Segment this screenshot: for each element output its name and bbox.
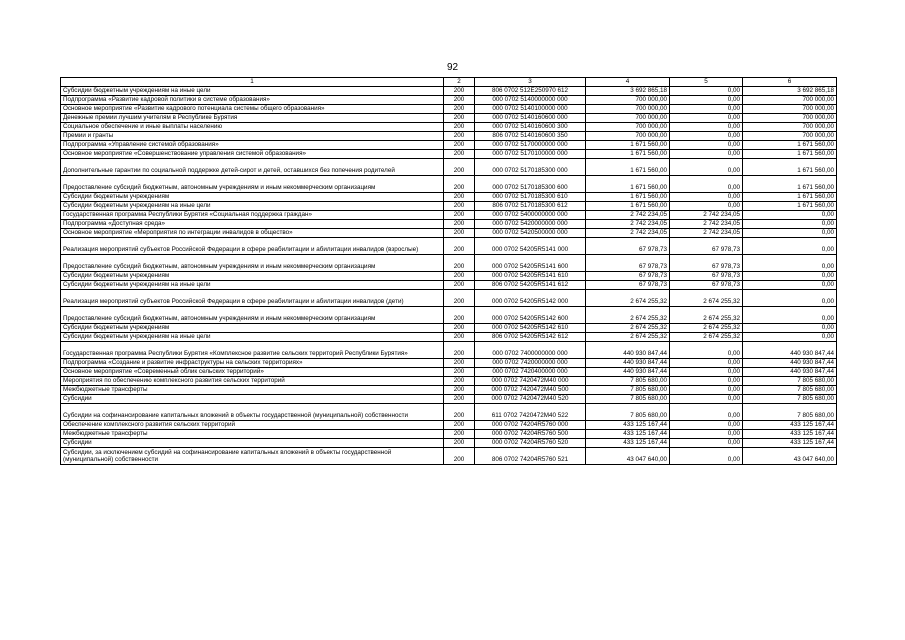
- table-row: [61, 255, 837, 272]
- row-col6-cell: 700 000,00: [743, 96, 837, 105]
- row-code-cell: 000 0702 7420472М40 000: [475, 377, 586, 386]
- row-col5-cell: 67 978,73: [670, 255, 743, 272]
- row-col5-cell: 0,00: [670, 430, 743, 439]
- row-code-cell: 000 0702 7420000000 000: [475, 359, 586, 368]
- row-name-cell: Субсидии бюджетным учреждениям на иные цели: [61, 202, 444, 211]
- row-code-cell: 806 0702 512E250970 612: [475, 87, 586, 96]
- row-col6-cell: 43 047 640,00: [743, 448, 837, 465]
- row-col5-cell: 0,00: [670, 421, 743, 430]
- row-col2-cell: 200: [444, 386, 475, 395]
- row-code-cell: 806 0702 5140160600 350: [475, 132, 586, 141]
- row-col4-cell: 433 125 167,44: [586, 430, 670, 439]
- row-name-cell: Обеспечение комплексного развития сельских территорий: [61, 421, 444, 430]
- row-col6-cell: 3 692 865,18: [743, 87, 837, 96]
- row-col4-cell: 67 978,73: [586, 255, 670, 272]
- row-col5-cell: 0,00: [670, 439, 743, 448]
- row-col6-cell: 0,00: [743, 281, 837, 290]
- row-col5-cell: 2 674 255,32: [670, 324, 743, 333]
- row-col5-cell: 67 978,73: [670, 281, 743, 290]
- row-col2-cell: 200: [444, 281, 475, 290]
- row-code-cell: 000 0702 5140160600 000: [475, 114, 586, 123]
- row-col5-cell: 0,00: [670, 96, 743, 105]
- row-name-cell: Денежные премии лучшим учителям в Республике Бурятия: [61, 114, 444, 123]
- row-name-cell: Межбюджетные трансферты: [61, 386, 444, 395]
- row-col2-cell: 200: [444, 193, 475, 202]
- header-cell: 5: [670, 78, 743, 87]
- row-code-cell: 000 0702 54205R5142 610: [475, 324, 586, 333]
- row-name-cell: Субсидии, за исключением субсидий на софинансирование капитальных вложений в объекты государственной (муниципальной) собственности: [61, 448, 444, 465]
- row-col4-cell: 7 805 680,00: [586, 404, 670, 421]
- row-col5-cell: 2 674 255,32: [670, 290, 743, 307]
- row-code-cell: 000 0702 5170185300 600: [475, 176, 586, 193]
- row-name-cell: Основное мероприятие «Мероприятия по интеграции инвалидов в общество»: [61, 229, 444, 238]
- row-col4-cell: 7 805 680,00: [586, 377, 670, 386]
- row-name-cell: Реализация мероприятий субъектов Российской Федерации в сфере реабилитации и абилитации инвалидов (дети): [61, 290, 444, 307]
- row-col4-cell: 433 125 167,44: [586, 421, 670, 430]
- row-code-cell: 000 0702 74204R5760 520: [475, 439, 586, 448]
- row-col2-cell: 200: [444, 395, 475, 404]
- row-col6-cell: 0,00: [743, 211, 837, 220]
- row-code-cell: 000 0702 74204R5760 500: [475, 430, 586, 439]
- row-name-cell: Реализация мероприятий субъектов Российской Федерации в сфере реабилитации и абилитации инвалидов (взрослые): [61, 238, 444, 255]
- table-row: [61, 87, 837, 96]
- row-code-cell: 806 0702 54205R5142 612: [475, 333, 586, 342]
- row-col6-cell: 433 125 167,44: [743, 421, 837, 430]
- row-col2-cell: 200: [444, 307, 475, 324]
- row-col4-cell: 67 978,73: [586, 238, 670, 255]
- row-col5-cell: 0,00: [670, 342, 743, 359]
- table-row: [61, 150, 837, 159]
- table-row: [61, 404, 837, 421]
- row-code-cell: 000 0702 5140160600 300: [475, 123, 586, 132]
- row-col5-cell: 0,00: [670, 368, 743, 377]
- row-name-cell: Субсидии бюджетным учреждениям на иные цели: [61, 87, 444, 96]
- table-row: [61, 238, 837, 255]
- row-col6-cell: 0,00: [743, 272, 837, 281]
- header-cell: 6: [743, 78, 837, 87]
- row-col6-cell: 0,00: [743, 333, 837, 342]
- row-col2-cell: 200: [444, 430, 475, 439]
- row-col6-cell: 0,00: [743, 238, 837, 255]
- row-col4-cell: 2 674 255,32: [586, 290, 670, 307]
- row-col5-cell: 0,00: [670, 159, 743, 176]
- row-col6-cell: 433 125 167,44: [743, 439, 837, 448]
- row-col4-cell: 43 047 640,00: [586, 448, 670, 465]
- table-row: [61, 333, 837, 342]
- table-row: [61, 211, 837, 220]
- row-col6-cell: 700 000,00: [743, 132, 837, 141]
- budget-table: [60, 77, 837, 465]
- row-col4-cell: 2 674 255,32: [586, 333, 670, 342]
- row-name-cell: Субсидии: [61, 395, 444, 404]
- row-name-cell: Субсидии: [61, 439, 444, 448]
- row-col4-cell: 67 978,73: [586, 281, 670, 290]
- table-row: [61, 123, 837, 132]
- row-code-cell: 000 0702 5420000000 000: [475, 220, 586, 229]
- row-name-cell: Основное мероприятие «Современный облик сельских территорий»: [61, 368, 444, 377]
- row-col4-cell: 433 125 167,44: [586, 439, 670, 448]
- row-col6-cell: 1 671 560,00: [743, 193, 837, 202]
- row-col5-cell: 2 742 234,05: [670, 211, 743, 220]
- row-code-cell: 000 0702 7420472М40 520: [475, 395, 586, 404]
- row-name-cell: Субсидии на софинансирование капитальных вложений в объекты государственной (муниципальной) собственности: [61, 404, 444, 421]
- row-code-cell: 000 0702 7420472М40 500: [475, 386, 586, 395]
- table-row: [61, 342, 837, 359]
- row-col2-cell: 200: [444, 324, 475, 333]
- row-col6-cell: 7 805 680,00: [743, 404, 837, 421]
- row-col2-cell: 200: [444, 220, 475, 229]
- row-code-cell: 000 0702 5170100000 000: [475, 150, 586, 159]
- row-col5-cell: 0,00: [670, 132, 743, 141]
- table-row: [61, 193, 837, 202]
- row-col2-cell: 200: [444, 421, 475, 430]
- header-row: [61, 78, 837, 87]
- table-row: [61, 141, 837, 150]
- row-code-cell: 000 0702 5140100000 000: [475, 105, 586, 114]
- row-col4-cell: 1 671 560,00: [586, 159, 670, 176]
- row-col2-cell: 200: [444, 150, 475, 159]
- row-name-cell: Основное мероприятие «Совершенствование управления системой образования»: [61, 150, 444, 159]
- row-col2-cell: 200: [444, 238, 475, 255]
- row-name-cell: Подпрограмма «Управление системой образования»: [61, 141, 444, 150]
- row-col4-cell: 1 671 560,00: [586, 193, 670, 202]
- row-col4-cell: 2 674 255,32: [586, 324, 670, 333]
- row-col2-cell: 200: [444, 105, 475, 114]
- row-code-cell: 000 0702 54205R5142 600: [475, 307, 586, 324]
- row-name-cell: Основное мероприятие «Развитие кадрового потенциала системы общего образования»: [61, 105, 444, 114]
- table-row: [61, 290, 837, 307]
- table-row: [61, 421, 837, 430]
- table-row: [61, 220, 837, 229]
- row-col2-cell: 200: [444, 114, 475, 123]
- row-col4-cell: 440 930 847,44: [586, 359, 670, 368]
- row-col4-cell: 67 978,73: [586, 272, 670, 281]
- row-col6-cell: 0,00: [743, 255, 837, 272]
- row-code-cell: 000 0702 5420500000 000: [475, 229, 586, 238]
- row-col6-cell: 1 671 560,00: [743, 141, 837, 150]
- table-row: [61, 132, 837, 141]
- table-row: [61, 377, 837, 386]
- row-name-cell: Подпрограмма «Доступная среда»: [61, 220, 444, 229]
- row-name-cell: Дополнительные гарантии по социальной поддержке детей-сирот и детей, оставшихся без попечения родителей: [61, 159, 444, 176]
- row-col6-cell: 0,00: [743, 229, 837, 238]
- row-col5-cell: 2 742 234,05: [670, 220, 743, 229]
- row-col2-cell: 200: [444, 87, 475, 96]
- row-col5-cell: 0,00: [670, 359, 743, 368]
- row-col6-cell: 7 805 680,00: [743, 386, 837, 395]
- row-col5-cell: 0,00: [670, 114, 743, 123]
- table-row: [61, 368, 837, 377]
- row-code-cell: 000 0702 5170000000 000: [475, 141, 586, 150]
- row-col6-cell: 1 671 560,00: [743, 150, 837, 159]
- table-row: [61, 281, 837, 290]
- row-code-cell: 000 0702 54205R5141 600: [475, 255, 586, 272]
- row-col2-cell: 200: [444, 377, 475, 386]
- row-code-cell: 000 0702 5170185300 610: [475, 193, 586, 202]
- row-code-cell: 000 0702 54205R5142 000: [475, 290, 586, 307]
- row-col5-cell: 0,00: [670, 404, 743, 421]
- table-row: [61, 395, 837, 404]
- row-name-cell: Предоставление субсидий бюджетным, автономным учреждениям и иным некоммерческим организациям: [61, 255, 444, 272]
- row-name-cell: Премии и гранты: [61, 132, 444, 141]
- row-col6-cell: 700 000,00: [743, 123, 837, 132]
- row-name-cell: Субсидии бюджетным учреждениям на иные цели: [61, 333, 444, 342]
- row-col6-cell: 0,00: [743, 220, 837, 229]
- row-name-cell: Предоставление субсидий бюджетным, автономным учреждениям и иным некоммерческим организациям: [61, 176, 444, 193]
- row-code-cell: 806 0702 74204R5760 521: [475, 448, 586, 465]
- row-col5-cell: 2 674 255,32: [670, 307, 743, 324]
- row-name-cell: Государственная программа Республики Бурятия «Социальная поддержка граждан»: [61, 211, 444, 220]
- row-col4-cell: 2 742 234,05: [586, 229, 670, 238]
- row-code-cell: 000 0702 54205R5141 610: [475, 272, 586, 281]
- row-col6-cell: 7 805 680,00: [743, 395, 837, 404]
- row-col4-cell: 700 000,00: [586, 114, 670, 123]
- row-code-cell: 806 0702 54205R5141 612: [475, 281, 586, 290]
- row-col5-cell: 2 742 234,05: [670, 229, 743, 238]
- row-col2-cell: 200: [444, 368, 475, 377]
- page-number: 92: [446, 62, 459, 73]
- row-code-cell: 000 0702 5140000000 000: [475, 96, 586, 105]
- table-row: [61, 114, 837, 123]
- row-col6-cell: 1 671 560,00: [743, 176, 837, 193]
- row-col6-cell: 700 000,00: [743, 105, 837, 114]
- row-col4-cell: 1 671 560,00: [586, 150, 670, 159]
- row-name-cell: Социальное обеспечение и иные выплаты населению: [61, 123, 444, 132]
- row-col6-cell: 440 930 847,44: [743, 342, 837, 359]
- table-row: [61, 307, 837, 324]
- row-col5-cell: 0,00: [670, 150, 743, 159]
- table-row: [61, 430, 837, 439]
- row-col5-cell: 0,00: [670, 202, 743, 211]
- table-row: [61, 272, 837, 281]
- row-code-cell: 000 0702 5400000000 000: [475, 211, 586, 220]
- row-col2-cell: 200: [444, 211, 475, 220]
- row-col6-cell: 1 671 560,00: [743, 159, 837, 176]
- row-col2-cell: 200: [444, 333, 475, 342]
- row-col2-cell: 200: [444, 359, 475, 368]
- row-code-cell: 000 0702 54205R5141 000: [475, 238, 586, 255]
- row-col4-cell: 1 671 560,00: [586, 141, 670, 150]
- row-col2-cell: 200: [444, 290, 475, 307]
- row-col5-cell: 0,00: [670, 176, 743, 193]
- row-col2-cell: 200: [444, 176, 475, 193]
- row-col4-cell: 7 805 680,00: [586, 395, 670, 404]
- row-col2-cell: 200: [444, 272, 475, 281]
- row-code-cell: 000 0702 7420400000 000: [475, 368, 586, 377]
- row-col2-cell: 200: [444, 202, 475, 211]
- header-cell: 3: [475, 78, 586, 87]
- row-col4-cell: 700 000,00: [586, 96, 670, 105]
- row-col4-cell: 2 674 255,32: [586, 307, 670, 324]
- row-col5-cell: 0,00: [670, 87, 743, 96]
- header-cell: 4: [586, 78, 670, 87]
- table-row: [61, 386, 837, 395]
- row-col2-cell: 200: [444, 255, 475, 272]
- row-col5-cell: 0,00: [670, 193, 743, 202]
- header-cell: 1: [61, 78, 444, 87]
- row-col2-cell: 200: [444, 229, 475, 238]
- row-col2-cell: 200: [444, 448, 475, 465]
- table-row: [61, 159, 837, 176]
- row-col5-cell: 0,00: [670, 395, 743, 404]
- row-col4-cell: 440 930 847,44: [586, 368, 670, 377]
- table-row: [61, 176, 837, 193]
- row-col4-cell: 7 805 680,00: [586, 386, 670, 395]
- row-name-cell: Государственная программа Республики Бурятия «Комплексное развитие сельских территорий Республики Бурятия»: [61, 342, 444, 359]
- row-col4-cell: 3 692 865,18: [586, 87, 670, 96]
- row-col2-cell: 200: [444, 96, 475, 105]
- table-row: [61, 448, 837, 465]
- table-row: [61, 105, 837, 114]
- row-name-cell: Субсидии бюджетным учреждениям: [61, 272, 444, 281]
- row-col4-cell: 1 671 560,00: [586, 202, 670, 211]
- row-col2-cell: 200: [444, 342, 475, 359]
- row-col2-cell: 200: [444, 159, 475, 176]
- row-col6-cell: 700 000,00: [743, 114, 837, 123]
- row-code-cell: 000 0702 5170185300 000: [475, 159, 586, 176]
- row-name-cell: Предоставление субсидий бюджетным, автономным учреждениям и иным некоммерческим организациям: [61, 307, 444, 324]
- row-col5-cell: 0,00: [670, 123, 743, 132]
- row-col6-cell: 0,00: [743, 290, 837, 307]
- row-name-cell: Субсидии бюджетным учреждениям: [61, 324, 444, 333]
- row-col4-cell: 700 000,00: [586, 105, 670, 114]
- row-col5-cell: 0,00: [670, 448, 743, 465]
- row-code-cell: 611 0702 7420472М40 522: [475, 404, 586, 421]
- row-col4-cell: 700 000,00: [586, 132, 670, 141]
- row-col6-cell: 0,00: [743, 307, 837, 324]
- row-col6-cell: 1 671 560,00: [743, 202, 837, 211]
- row-col6-cell: 440 930 847,44: [743, 359, 837, 368]
- row-name-cell: Подпрограмма «Развитие кадровой политики в системе образования»: [61, 96, 444, 105]
- table-row: [61, 324, 837, 333]
- table-row: [61, 359, 837, 368]
- row-col5-cell: 0,00: [670, 377, 743, 386]
- row-col4-cell: 2 742 234,05: [586, 220, 670, 229]
- header-cell: 2: [444, 78, 475, 87]
- row-col5-cell: 2 674 255,32: [670, 333, 743, 342]
- row-col4-cell: 700 000,00: [586, 123, 670, 132]
- row-name-cell: Мероприятия по обеспечению комплексного развития сельских территорий: [61, 377, 444, 386]
- table-row: [61, 439, 837, 448]
- row-col4-cell: 2 742 234,05: [586, 211, 670, 220]
- row-col5-cell: 0,00: [670, 105, 743, 114]
- row-col5-cell: 67 978,73: [670, 238, 743, 255]
- row-col6-cell: 0,00: [743, 324, 837, 333]
- row-col6-cell: 440 930 847,44: [743, 368, 837, 377]
- row-code-cell: 000 0702 74204R5760 000: [475, 421, 586, 430]
- row-col2-cell: 200: [444, 439, 475, 448]
- row-col2-cell: 200: [444, 123, 475, 132]
- row-col5-cell: 0,00: [670, 141, 743, 150]
- table-row: [61, 229, 837, 238]
- row-col6-cell: 7 805 680,00: [743, 377, 837, 386]
- row-col6-cell: 433 125 167,44: [743, 430, 837, 439]
- row-col5-cell: 0,00: [670, 386, 743, 395]
- row-name-cell: Подпрограмма «Создание и развитие инфраструктуры на сельских территориях»: [61, 359, 444, 368]
- row-code-cell: 806 0702 5170185300 612: [475, 202, 586, 211]
- row-col5-cell: 67 978,73: [670, 272, 743, 281]
- table-row: [61, 96, 837, 105]
- row-col2-cell: 200: [444, 404, 475, 421]
- table-row: [61, 202, 837, 211]
- row-col2-cell: 200: [444, 132, 475, 141]
- row-code-cell: 000 0702 7400000000 000: [475, 342, 586, 359]
- row-name-cell: Межбюджетные трансферты: [61, 430, 444, 439]
- row-col4-cell: 440 930 847,44: [586, 342, 670, 359]
- row-name-cell: Субсидии бюджетным учреждениям: [61, 193, 444, 202]
- row-col2-cell: 200: [444, 141, 475, 150]
- row-col4-cell: 1 671 560,00: [586, 176, 670, 193]
- row-name-cell: Субсидии бюджетным учреждениям на иные цели: [61, 281, 444, 290]
